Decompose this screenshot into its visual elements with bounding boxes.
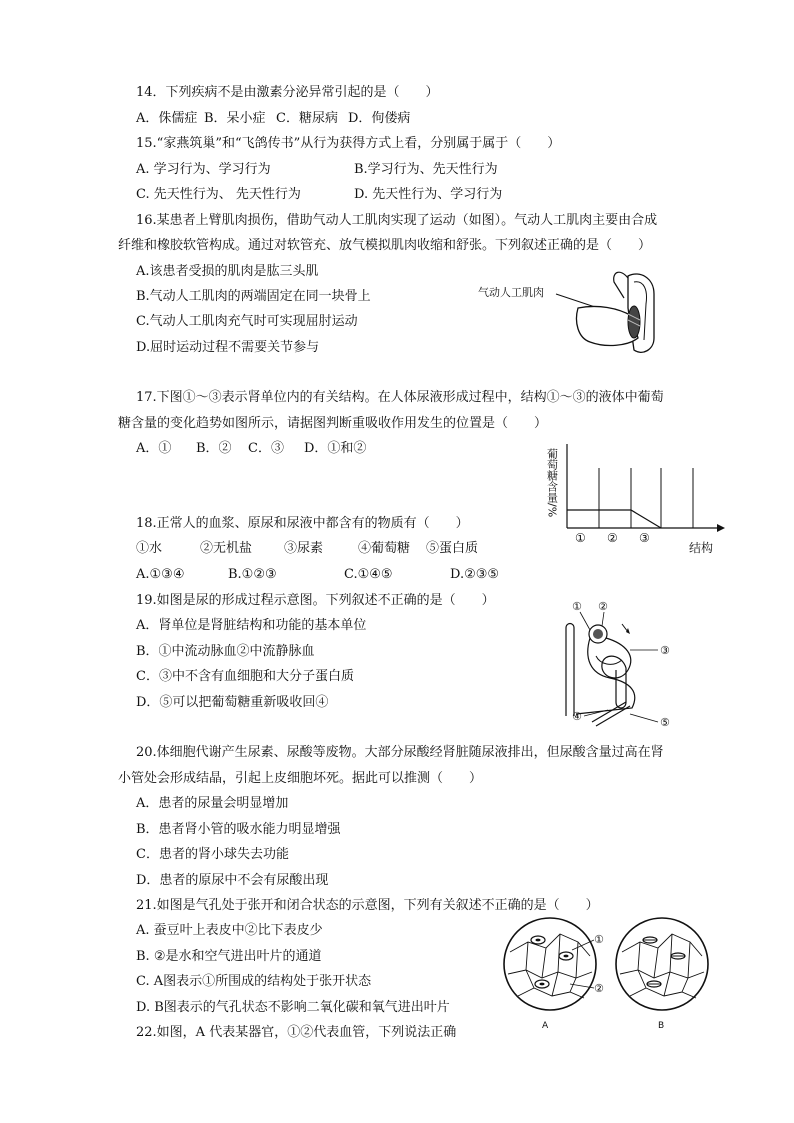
q20-option-a: A．患者的尿量会明显增加 — [136, 796, 289, 811]
chart-tick-3: ③ — [639, 531, 650, 545]
chart-tick-1: ① — [575, 531, 586, 545]
q14-option-d: D．佝偻病 — [348, 111, 411, 126]
q15-option-c: C. 先天性行为、 先天性行为 — [136, 187, 301, 202]
q19-option-a: A．肾单位是肾脏结构和功能的基本单位 — [136, 618, 367, 633]
q18-items — [136, 540, 478, 558]
stomata-label-2: ② — [594, 982, 604, 995]
q17-option-b: B．② — [196, 441, 232, 456]
q14-stem: 14．下列疾病不是由激素分泌异常引起的是（ ） — [136, 85, 439, 100]
nephron-label-1: ① — [572, 600, 582, 613]
q21-option-a: A. 蚕豆叶上表皮中②比下表皮少 — [136, 923, 323, 938]
q18-option-d: D.②③⑤ — [450, 567, 500, 582]
q15-option-a: A. 学习行为、学习行为 — [136, 162, 271, 177]
q16-stem-line2: 纤维和橡胶软管构成。通过对软管充、放气模拟肌肉收缩和舒张。下列叙述正确的是（ ） — [118, 238, 652, 253]
q18-stem: 18.正常人的血浆、原尿和尿液中都含有的物质有（ ） — [136, 516, 469, 531]
q14-option-c: C．糖尿病 — [276, 111, 338, 126]
q20-option-b: B．患者肾小管的吸水能力明显增强 — [136, 822, 341, 837]
q19-option-c: C．③中不含有血细胞和大分子蛋白质 — [136, 669, 354, 684]
q19-option-d: D．⑤可以把葡萄糖重新吸收回④ — [136, 695, 329, 710]
nephron-label-2: ② — [598, 600, 608, 613]
q20-stem-line1: 20.体细胞代谢产生尿素、尿酸等废物。大部分尿酸经肾脏随尿液排出，但尿酸含量过高在肾 — [136, 745, 664, 760]
q18-options — [136, 566, 499, 584]
q20-stem-line2: 小管处会形成结晶，引起上皮细胞坏死。据此可以推测（ ） — [118, 771, 483, 786]
q17-stem-line2: 糖含量的变化趋势如图所示，请据图判断重吸收作用发生的位置是（ ） — [118, 416, 548, 431]
glucose-chart — [545, 440, 750, 560]
q15-option-d: D. 先天性行为、学习行为 — [354, 187, 503, 202]
q15-stem: 15.“家燕筑巢”和“飞鸽传书”从行为获得方式上看，分别属于属于（ ） — [136, 136, 561, 151]
q18-item-4: ④葡萄糖 — [358, 541, 411, 556]
nephron-figure — [556, 598, 676, 728]
q21-stem: 21.如图是气孔处于张开和闭合状态的示意图，下列有关叙述不正确的是（ ） — [136, 898, 599, 913]
q14-option-a: A．侏儒症 — [136, 111, 198, 126]
nephron-label-3: ③ — [660, 644, 670, 657]
chart-ylabel: 葡萄糖含量/% — [545, 448, 559, 518]
q21-option-d: D. B图表示的气孔状态不影响二氧化碳和氧气进出叶片 — [136, 1000, 450, 1015]
stomata-open-circle — [504, 918, 596, 1010]
q21-option-c: C. A图表示①所围成的结构处于张开状态 — [136, 974, 372, 989]
glucose-trend-line — [567, 510, 661, 528]
q17-option-d: D．①和② — [304, 441, 367, 456]
chart-xlabel: 结构 — [689, 541, 714, 555]
nephron-label-5: ⑤ — [660, 716, 670, 728]
q15-option-b: B.学习行为、先天性行为 — [354, 162, 498, 177]
nephron-label-4: ④ — [572, 710, 582, 723]
q16-stem-line1: 16.某患者上臂肌肉损伤，借助气动人工肌肉实现了运动（如图）。气动人工肌肉主要由合成 — [136, 213, 658, 228]
q16-option-d: D.屈时运动过程不需要关节参与 — [136, 340, 320, 355]
q18-option-a: A.①③④ — [136, 567, 185, 582]
q18-item-3: ③尿素 — [284, 541, 324, 556]
q16-option-c: C.气动人工肌肉充气时可实现屈肘运动 — [136, 314, 358, 329]
q18-item-1: ①水 — [136, 541, 163, 556]
q17-stem-line1: 17.下图①～③表示肾单位内的有关结构。在人体尿液形成过程中，结构①～③的液体中葡萄 — [136, 390, 664, 405]
q18-item-5: ⑤蛋白质 — [426, 541, 479, 556]
q21-option-b: B. ②是水和空气进出叶片的通道 — [136, 949, 322, 964]
q16-option-b: B.气动人工肌肉的两端固定在同一块骨上 — [136, 289, 371, 304]
q19-option-b: B．①中流动脉血②中流静脉血 — [136, 644, 315, 659]
q18-item-2: ②无机盐 — [200, 541, 253, 556]
q16-option-a: A.该患者受损的肌肉是肱三头肌 — [136, 264, 319, 279]
stomata-caption-b: B — [658, 1021, 665, 1031]
q20-option-c: C．患者的肾小球失去功能 — [136, 847, 289, 862]
q22-stem: 22.如图，A 代表某器官，①②代表血管，下列说法正确 — [136, 1025, 457, 1040]
q18-option-b: B.①②③ — [228, 567, 277, 582]
stomata-caption-a: A — [542, 1021, 549, 1031]
arm-muscle-figure — [478, 268, 668, 368]
stomata-label-1: ① — [594, 933, 604, 946]
stomata-figure — [498, 912, 720, 1032]
q20-option-d: D．患者的原尿中不会有尿酸出现 — [136, 873, 329, 888]
q17-option-c: C．③ — [248, 441, 284, 456]
q17-option-a: A．① — [136, 441, 172, 456]
q14-option-b: B．呆小症 — [204, 111, 266, 126]
q19-stem: 19.如图是尿的形成过程示意图。下列叙述不正确的是（ ） — [136, 593, 495, 608]
q17-options — [136, 440, 366, 458]
stomata-closed-circle — [616, 918, 708, 1010]
q14-options — [136, 110, 410, 128]
q18-option-c: C.①④⑤ — [344, 567, 393, 582]
arm-figure-label: 气动人工肌肉 — [478, 286, 544, 299]
chart-tick-2: ② — [607, 531, 618, 545]
